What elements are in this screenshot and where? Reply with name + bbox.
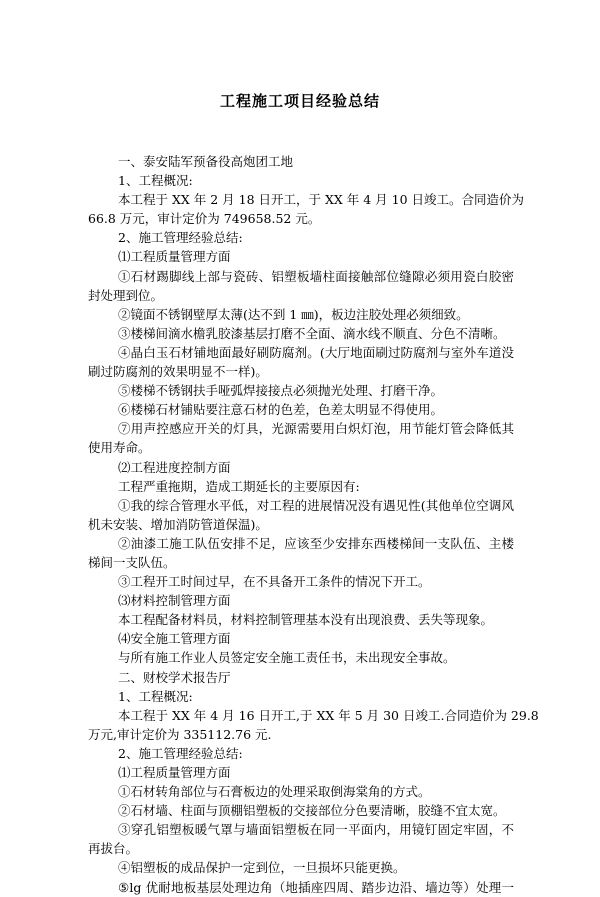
- paragraph-line: ④铝塑板的成品保护一定到位，一旦损坏只能更换。: [118, 860, 406, 876]
- section-heading: 一、泰安陆军预备役高炮团工地: [118, 154, 294, 169]
- paragraph-line: 使用寿命。: [88, 440, 151, 456]
- item-heading: ⑵工程进度控制方面: [118, 459, 231, 475]
- paragraph-line: ①石材转角部位与石膏板边的处理采取倒海棠角的方式。: [118, 784, 431, 800]
- paragraph-line: ③穿孔铝塑板暖气罩与墙面铝塑板在同一平面内，用镜钉固定牢固，不: [118, 822, 514, 838]
- item-heading: ⑴工程质量管理方面: [118, 249, 231, 265]
- section-heading: 二、财校学术报告厅: [118, 669, 231, 685]
- paragraph-line: ②镜面不锈钢壁厚太薄(达不到 1 ㎜)，板边注胶处理必须细致。: [118, 306, 469, 322]
- paragraph-line: ②油漆工施工队伍安排不足，应该至少安排东西楼梯间一支队伍、主楼: [118, 535, 514, 551]
- paragraph-line: 机未安装、增加消防管道保温)。: [88, 516, 268, 532]
- subsection-heading: 1、工程概况:: [118, 688, 193, 704]
- paragraph-line: ③工程开工时间过早，在不具备开工条件的情况下开工。: [118, 574, 431, 590]
- paragraph-line: ④晶白玉石材铺地面最好刷防腐剂。(大厅地面刷过防腐剂与室外车道没: [118, 344, 514, 360]
- paragraph-line: ②石材墙、柱面与顶棚铝塑板的交接部位分色要清晰，胶缝不宜太宽。: [118, 803, 506, 819]
- paragraph-line: 工程严重拖期，造成工期延长的主要原因有:: [118, 478, 360, 494]
- paragraph-line: ①石材踢脚线上部与瓷砖、铝塑板墙柱面接触部位缝隙必须用瓷白胶密: [118, 268, 514, 284]
- paragraph-line: ⑦用声控感应开关的灯具，光源需要用白炽灯泡，用节能灯管会降低其: [118, 421, 514, 437]
- paragraph-line: ①我的综合管理水平低，对工程的进展情况没有遇见性(其他单位空调风: [118, 497, 514, 513]
- paragraph-line: 本工程于 XX 年 2 月 18 日开工，于 XX 年 4 月 10 日竣工。合同造价为: [118, 192, 524, 208]
- paragraph-line: 66.8 万元，审计定价为 749658.52 元。: [88, 211, 321, 227]
- paragraph-line: 封处理到位。: [88, 287, 164, 303]
- item-heading: ⑶材料控制管理方面: [118, 593, 231, 609]
- document-body: [88, 152, 539, 897]
- paragraph-line: ⑤楼梯不锈钢扶手哑弧焊接接点必须抛光处理、打磨干净。: [118, 383, 444, 399]
- subsection-heading: 2、施工管理经验总结:: [118, 745, 243, 761]
- paragraph-line: 万元,审计定价为 335112.76 元.: [88, 726, 272, 742]
- paragraph-line: 梯间一支队伍。: [88, 554, 176, 570]
- paragraph-line: 与所有施工作业人员签定安全施工责任书，未出现安全事故。: [118, 650, 456, 666]
- paragraph-line: 本工程配备材料员，材料控制管理基本没有出现浪费、丢失等现象。: [118, 612, 494, 628]
- subsection-heading: 2、施工管理经验总结:: [118, 230, 243, 246]
- item-heading: ⑷安全施工管理方面: [118, 631, 231, 647]
- subsection-heading: 1、工程概况:: [118, 173, 193, 189]
- paragraph-line: ③楼梯间滴水檐乳胶漆基层打磨不全面、滴水线不顺直、分色不清晰。: [118, 325, 506, 341]
- document-title: 工程施工项目经验总结: [219, 92, 380, 110]
- paragraph-line: 再拔台。: [88, 841, 139, 857]
- paragraph-line: ⑥楼梯石材铺贴要注意石材的色差，色差太明显不得使用。: [118, 402, 444, 418]
- paragraph-line: ⑤lg 优耐地板基层处理边角（地插座四周、踏步边沿、墙边等）处理一: [118, 879, 514, 895]
- paragraph-line: 本工程于 XX 年 4 月 16 日开工,于 XX 年 5 月 30 日竣工.合同造价为 29.8: [118, 707, 539, 723]
- paragraph-line: 刷过防腐剂的效果明显不一样)。: [88, 364, 268, 380]
- item-heading: ⑴工程质量管理方面: [118, 765, 231, 780]
